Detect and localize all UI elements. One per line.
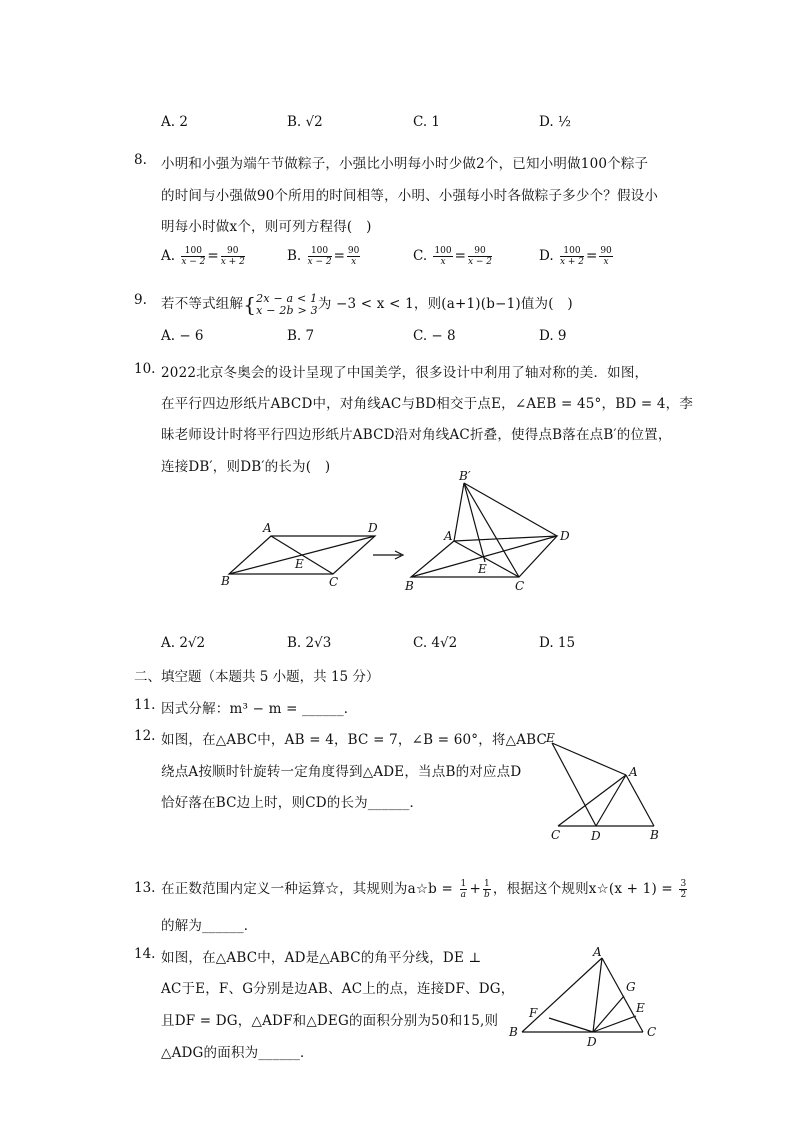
q8-number: 8.	[134, 152, 147, 168]
label-e: E	[546, 731, 555, 745]
label-f: F	[529, 1006, 538, 1020]
label-a: A	[593, 945, 602, 959]
q7-option-a: A. 2	[161, 114, 188, 130]
q8-line-1: 小明和小强为端午节做粽子，小强比小明每小时少做2个，已知小明做100个粽子	[161, 156, 649, 172]
q10-line-2: 在平行四边形纸片ABCD中，对角线AC与BD相交于点E，∠AEB = 45°，BD = 4，李	[161, 396, 694, 412]
q14-line-4: △ADG的面积为______．	[161, 1045, 314, 1061]
q9-number: 9.	[134, 292, 147, 308]
label-a: A	[263, 521, 272, 535]
q12-line-1: 如图，在△ABC中，AB = 4，BC = 7，∠B = 60°，将△ABC	[161, 732, 548, 748]
label-c: C	[329, 575, 339, 589]
label-e: E	[295, 557, 304, 571]
q8-option-a: A. $\frac{100}{x - 2}$ = $\frac{90}{x + 2}$	[161, 246, 245, 267]
q12-line-2: 绕点A按顺时针旋转一定角度得到△ADE，当点B的对应点D	[161, 764, 522, 780]
label-d: D	[368, 521, 378, 535]
label-e2: E	[478, 562, 487, 576]
q10-number: 10.	[134, 361, 156, 377]
label-b: B	[221, 574, 230, 588]
q8-line-3: 明每小时做x个，则可列方程得( )	[161, 219, 372, 235]
label-g: G	[626, 980, 636, 994]
q11-text: 因式分解：m³ − m = ______．	[161, 701, 358, 717]
section-title: 二、填空题（本题共 5 小题，共 15 分）	[134, 669, 380, 685]
q7-option-c: C. 1	[413, 114, 441, 130]
label-c: C	[551, 828, 561, 842]
q14-line-3: 且DF = DG，△ADF和△DEG的面积分别为50和15,则	[161, 1013, 499, 1029]
q13-line-2: 的解为______．	[161, 918, 258, 934]
q8-option-d: D. $\frac{100}{x + 2}$ = $\frac{90}{x}$	[539, 246, 612, 267]
q10-figure	[215, 470, 595, 600]
q9-option-d: D. 9	[539, 328, 567, 344]
label-e: E	[636, 1001, 645, 1015]
q10-line-4: 连接DB′，则DB′的长为( )	[161, 459, 331, 475]
q10-option-b: B. 2√3	[287, 635, 332, 651]
label-d: D	[587, 1035, 597, 1049]
q8-line-2: 的时间与小强做90个所用的时间相等，小明、小强每小时各做粽子多少个？假设小	[161, 188, 659, 204]
q8-option-b: B. $\frac{100}{x - 2}$ = $\frac{90}{x}$	[287, 246, 360, 267]
q10-option-a: A. 2√2	[161, 635, 206, 651]
q14-figure	[505, 944, 665, 1052]
q13-number: 13.	[134, 880, 156, 896]
q10-line-3: 昧老师设计时将平行四边形纸片ABCD沿对角线AC折叠，使得点B落在点B′的位置，	[161, 427, 672, 443]
q12-figure	[540, 728, 670, 846]
q14-line-2: AC于E，F、G分别是边AB、AC上的点，连接DF、DG，	[161, 981, 515, 997]
label-b: B	[650, 828, 659, 842]
label-d2: D	[560, 529, 570, 543]
q12-line-3: 恰好落在BC边上时，则CD的长为______．	[161, 795, 424, 811]
q9-stem: 若不等式组解{ 2x − a < 1 x − 2b > 3 为 −3 < x < 1，则(a+1)(b−1)值为( )	[161, 291, 573, 317]
q7-option-b: B. √2	[287, 114, 323, 130]
q14-number: 14.	[134, 946, 156, 962]
q8-option-c: C. $\frac{100}{x}$ = $\frac{90}{x - 2}$	[413, 246, 493, 267]
label-b: B	[509, 1025, 518, 1039]
q9-option-c: C. − 8	[413, 328, 456, 344]
q10-option-c: C. 4√2	[413, 635, 458, 651]
label-d: D	[591, 829, 601, 843]
label-c2: C	[515, 579, 525, 593]
label-c: C	[647, 1025, 657, 1039]
label-b-prime: B′	[459, 469, 471, 483]
q11-number: 11.	[134, 697, 156, 713]
label-b2: B	[405, 579, 414, 593]
label-a: A	[629, 765, 638, 779]
q13-line-1: 在正数范围内定义一种运算☆，其规则为a☆b = $\frac{1}{a}$ + $\frac{1}{b}$ ，根据这个规则x☆(x + 1) = $\frac{3}{2}$	[161, 879, 687, 900]
q9-option-b: B. 7	[287, 328, 315, 344]
q14-line-1: 如图，在△ABC中，AD是△ABC的角平分线，DE ⊥	[161, 950, 482, 966]
q10-line-1: 2022北京冬奥会的设计呈现了中国美学，很多设计中利用了轴对称的美．如图，	[161, 365, 649, 381]
q10-option-d: D. 15	[539, 635, 576, 651]
q7-option-d: D. ½	[539, 114, 572, 130]
q12-number: 12.	[134, 728, 156, 744]
q9-option-a: A. − 6	[161, 328, 204, 344]
label-a2: A	[444, 529, 453, 543]
